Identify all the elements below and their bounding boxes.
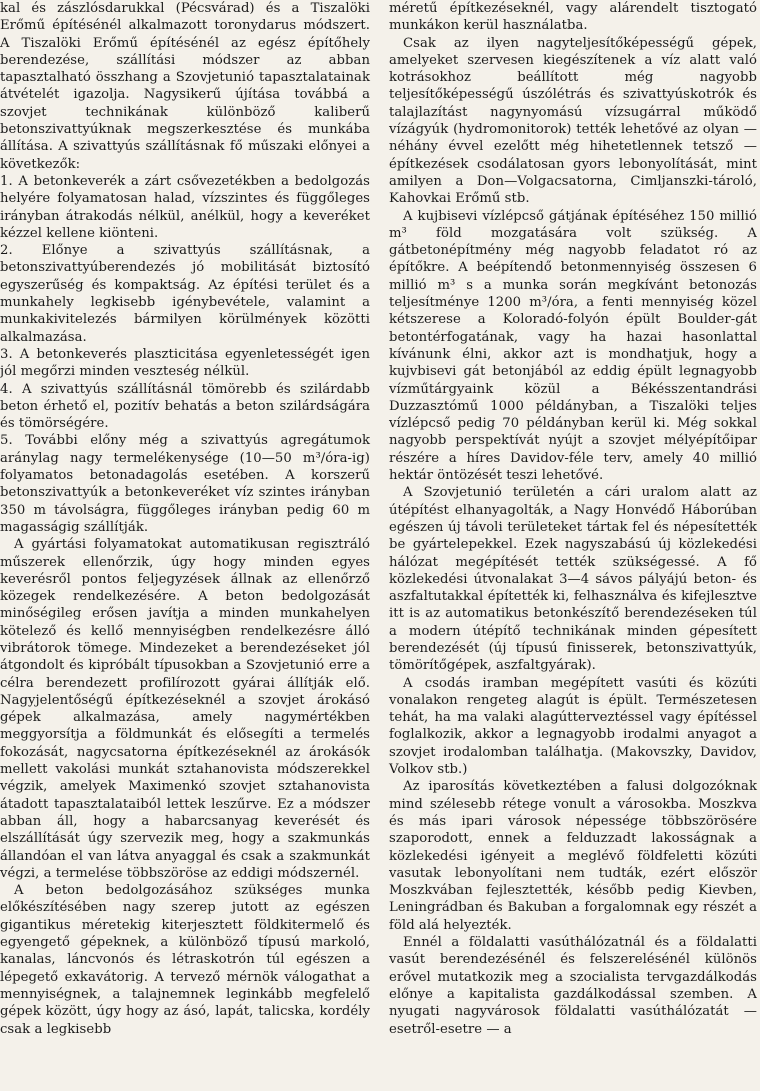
paragraph: 2. Előnye a szivattyús szállításnak, a betonszivattyúberendezés jó mobilitását biztosító egyszerűség és kompaktság. Az építési terület és a munkahely legkisebb igénybevétele, valamint a munkakivitelezés bármilyen körülmények közötti alkalmazása.	[0, 243, 370, 345]
paragraph: A kujbisevi vízlépcső gátjának építéséhez 150 millió m³ föld mozgatására volt szükség. A gátbetonépítmény még nagyobb feladatot ró az építőkre. A beépítendő betonmennyiség összesen 6 millió m³ s a munka során megkívánt betonozás teljesítménye 1200 m³/óra, a fenti mennyiség közel kétszerese a Koloradó-folyón épült Boulder-gát betontérfogatának, vagy ha hazai hasonlattal kívánunk élni, akkor azt is mondhatjuk, hogy a kujvbisevi gát betonjából az eddig épült legnagyobb vízműtárgyaink közül a Békésszentandrási Duzzasztómű 1000 példányban, a Tiszalöki teljes vízlépcső pedig 70 példányban kerül ki. Még sokkal nagyobb perspektívát nyújt a szovjet mélyépítőipar részére a híres Davidov-féle terv, amely 40 millió hektár öntözését teszi lehetővé.	[389, 208, 757, 484]
paragraph: A Szovjetunió területén a cári uralom alatt az útépítést elhanyagolták, a Nagy Honvédő Háborúban egészen új távoli területeket tártak fel és népesítették be gyártelepekkel. Ezek nagyszabású új közlekedési hálózat megépítését tették szükségessé. A fő közlekedési útvonalakat 3—4 sávos pályájú beton- és aszfaltutakkal építették ki, felhasználva és kifejlesztve itt is az automatikus betonkészítő berendezéseken túl a modern útépítő technikának minden gépesített berendezését (új típusú finisserek, betonszivattyúk, tömörítőgépek, aszfaltgyárak).	[389, 485, 757, 674]
paragraph: méretű építkezéseknél, vagy alárendelt tisztogató munkákon kerül használatba.	[389, 1, 757, 34]
paragraph: Csak az ilyen nagyteljesítőképességű gépek, amelyeket szervesen kiegészítenek a víz alatt való kotrásokhoz beállított még nagyobb teljesítőképességű úszólétrás és szivattyúskotrók és talajlazítást nagynyomású vízsugárral működő vízágyúk (hydromonitorok) tették lehetővé az olyan — néhány évvel ezelőtt még hihetetlennek tetsző — építkezések csodálatosan gyors lebonyolítását, mint amilyen a Don—Volgacsatorna, Cimljanszki-tároló, Kahovkai Erőmű stb.	[389, 35, 757, 207]
paragraph: Az iparosítás következtében a falusi dolgozóknak mind szélesebb rétege vonult a városokba. Moszkva és más ipari városok népessége többszörösére szaporodott, ennek a felduzzadt lakosságnak a közlekedési igényeit a meglévő földfeletti közúti vasutak lebonyolítani nem tudták, ezért először Moszkvában fejlesztették, később pedig Kievben, Leningrádban és Bakuban a forgalomnak egy részét a föld alá helyezték.	[389, 779, 757, 933]
paragraph: kal és zászlósdarukkal (Pécsvárad) és a Tiszalöki Erőmű építésénél alkalmazott toronydarus módszert. A Tiszalöki Erőmű építésénél az egész építőhely berendezése, szállítási módszer az abban tapasztalható összhang a Szovjetunió tapasztalatainak átvételét igazolja. Nagysikerű újítása továbbá a szovjet technikának különböző kaliberű betonszivattyúknak megszerkesztése és munkába állítása. A szivattyús szállításnak fő műszaki előnyei a következők:	[0, 1, 370, 172]
paragraph: 1. A betonkeverék a zárt csővezetékben a bedolgozás helyére folyamatosan halad, vízszintes és függőleges irányban átrakodás nélkül, anélkül, hogy a keveréket kézzel kellene kiönteni.	[0, 173, 370, 241]
paragraph: A csodás iramban megépített vasúti és közúti vonalakon rengeteg alagút is épült. Természetesen tehát, ha ma valaki alagútterveztéssel vagy építéssel foglalkozik, akkor a legnagyobb irodalmi anyagot a szovjet irodalomban találhatja. (Makovszky, Davidov, Volkov stb.)	[389, 675, 757, 778]
paragraph: A gyártási folyamatokat automatikusan regisztráló műszerek ellenőrzik, úgy hogy minden egyes keverésről pontos feljegyzések állnak az ellenőrző közegek rendelkezésére. A beton bedolgozását minőségileg erősen javítja a minden munkahelyen kötelező és kellő mennyiségben rendelkezésre álló vibrátorok tömege. Mindezeket a berendezéseket jól átgondolt és kipróbált típusokban a Szovjetunió erre a célra berendezett profilírozott gyárai állítják elő. Nagyjelentőségű építkezéseknél a szovjet árokásó gépek alkalmazása, amely nagymértékben meggyorsítja a földmunkát és elősegíti a termelés fokozását, nagycsatorna építkezéseknél az árokásók mellett vakolási munkát sztahanovista módszerekkel végzik, amelyek Maximenkó szovjet sztahanovista átadott tapasztalataiból lettek leszűrve. Ez a módszer abban áll, hogy a habarcsanyag keverését és elszállítását úgy szervezik meg, hogy a szakmunkás állandóan el van látva anyaggal és csak a szakmunkát végzi, a termelése többszöröse az eddigi módszernél.	[0, 537, 370, 881]
right-column	[389, 0, 757, 1038]
paragraph: 3. A betonkeverés plaszticitása egyenletességét igen jól megőrzi minden veszteség nélkül.	[0, 346, 370, 380]
paragraph: A beton bedolgozásához szükséges munka előkészítésében nagy szerep jutott az egészen gigantikus méretekig kiterjesztett földkitermelő és egyengető gépeknek, a különböző típusú markoló, kanalas, láncvonós és létraskotrón túl egészen a lépegető exkavátorig. A tervező mérnök válogathat a mennyiségnek, a talajnemnek leginkább megfelelő gépek között, úgy hogy az ásó, lapát, talicska, kordély csak a legkisebb	[0, 883, 370, 1037]
paragraph: Ennél a földalatti vasúthálózatnál és a földalatti vasút berendezésénél és felszerelésénél különös erővel mutatkozik meg a szocialista tervgazdálkodás előnye a kapitalista gazdálkodással szemben. A nyugati nagyvárosok földalatti vasúthálózatát — esetről-esetre — a	[389, 935, 757, 1037]
paragraph: 4. A szivattyús szállításnál tömörebb és szilárdabb beton érhető el, pozitív behatás a beton szilárdságára és tömörségére.	[0, 381, 370, 432]
paragraph: 5. További előny még a szivattyús agregátumok aránylag nagy termelékenysége (10—50 m³/óra-ig) folyamatos betonadagolás esetében. A korszerű betonszivattyúk a betonkeveréket víz szintes irányban 350 m távolságra, függőleges irányban pedig 60 m magasságig szállítják.	[0, 433, 370, 535]
left-column	[0, 0, 370, 1038]
